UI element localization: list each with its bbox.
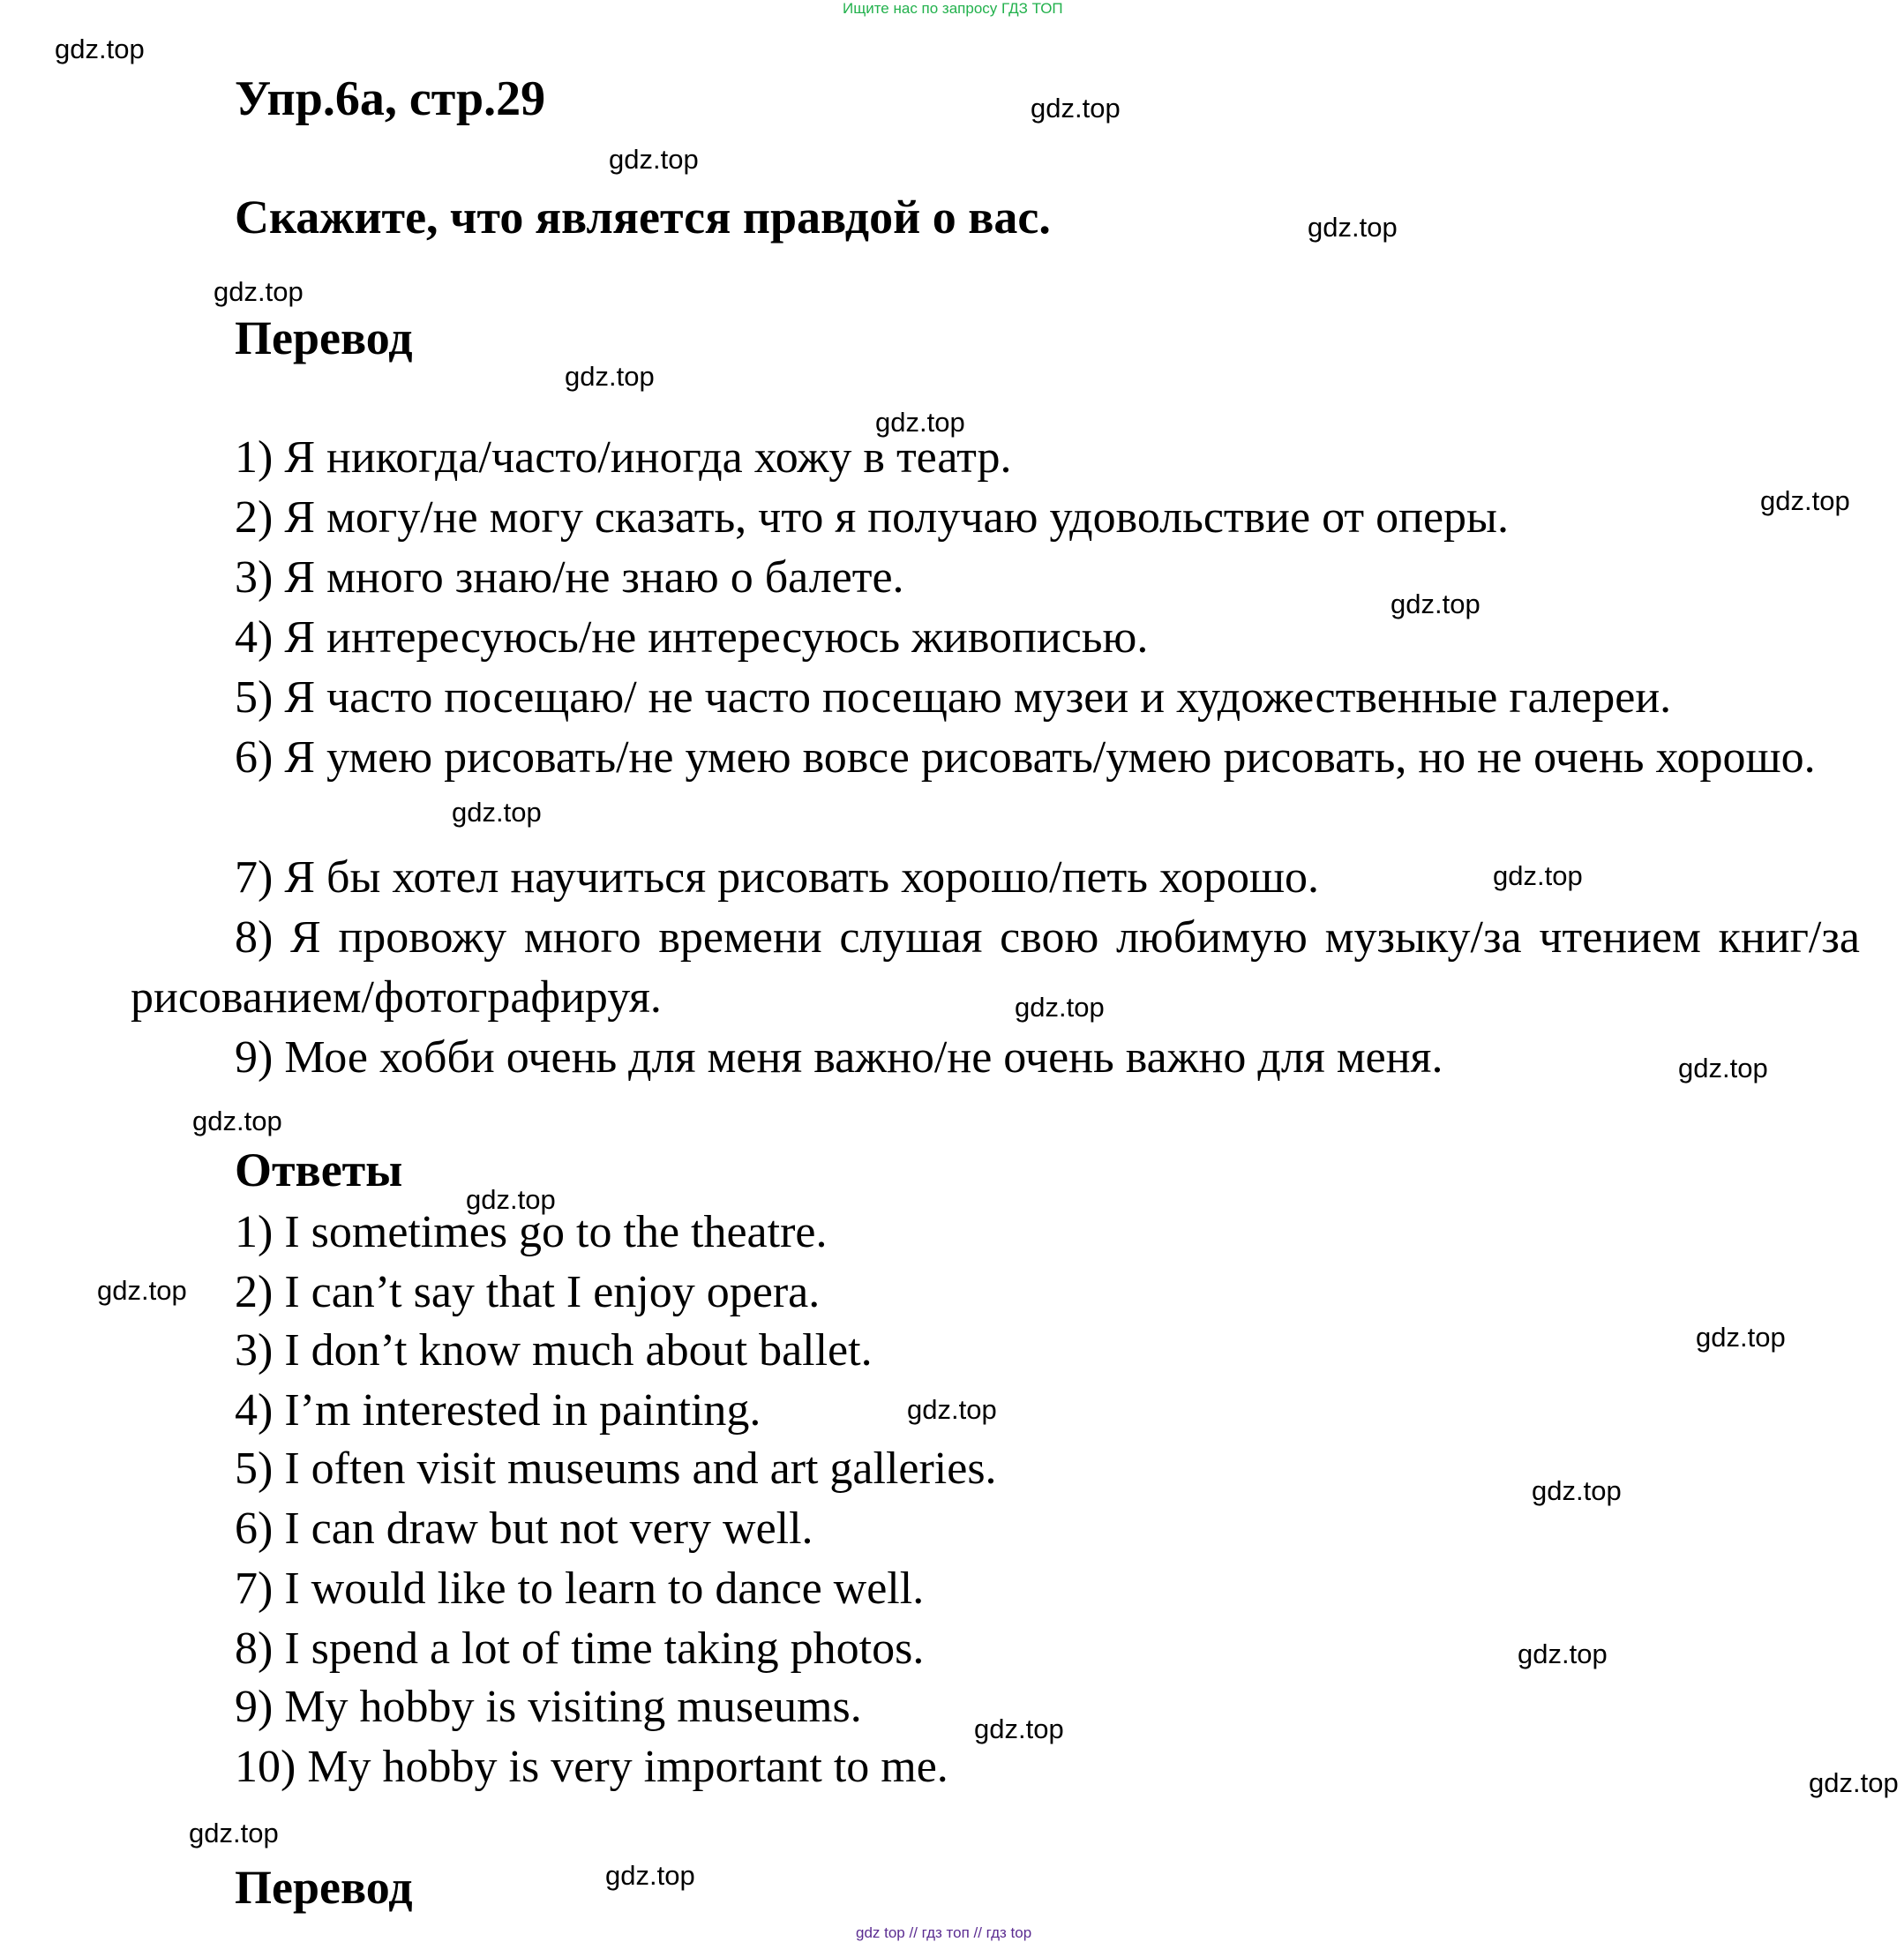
translation-item-8: 8) Я провожу много времени слушая свою любимую музыку/за чтением книг/за рисованием/фотографируя. <box>131 912 1860 1023</box>
watermark: gdz.top <box>565 361 655 392</box>
translation-item-7: 7) Я бы хотел научиться рисовать хорошо/петь хорошо. <box>235 852 1320 903</box>
top-banner: Ищите нас по запросу ГДЗ ТОП <box>843 0 1063 17</box>
watermark: gdz.top <box>192 1106 282 1136</box>
watermark: gdz.top <box>1308 212 1398 243</box>
watermark: gdz.top <box>1031 93 1121 124</box>
watermark: gdz.top <box>1518 1638 1608 1669</box>
answer-item-9: 9) My hobby is visiting museums. <box>235 1682 862 1732</box>
answer-item-4: 4) I’m interested in painting. <box>235 1385 761 1436</box>
answer-item-7: 7) I would like to learn to dance well. <box>235 1563 925 1614</box>
translation-item-2: 2) Я могу/не могу сказать, что я получаю удовольствие от оперы. <box>235 492 1509 543</box>
answer-item-5: 5) I often visit museums and art galleries. <box>235 1443 997 1494</box>
translation-item-6: 6) Я умею рисовать/не умею вовсе рисовать/умею рисовать, но не очень хорошо. <box>235 732 1816 783</box>
answer-item-10: 10) My hobby is very important to me. <box>235 1742 948 1792</box>
answer-item-3: 3) I don’t know much about ballet. <box>235 1325 873 1376</box>
watermark: gdz.top <box>875 407 965 438</box>
watermark: gdz.top <box>605 1860 695 1891</box>
answer-item-6: 6) I can draw but not very well. <box>235 1503 813 1554</box>
translation-item-5: 5) Я часто посещаю/ не часто посещаю музеи и художественные галереи. <box>235 672 1672 723</box>
watermark: gdz.top <box>55 34 145 64</box>
translation-item-4: 4) Я интересуюсь/не интересуюсь живописью. <box>235 612 1149 663</box>
watermark: gdz.top <box>1760 485 1850 516</box>
final-translation-heading: Перевод <box>235 1861 413 1914</box>
answer-item-1: 1) I sometimes go to the theatre. <box>235 1207 828 1257</box>
watermark: gdz.top <box>974 1713 1064 1744</box>
answer-item-8: 8) I spend a lot of time taking photos. <box>235 1623 925 1674</box>
answer-item-2: 2) I can’t say that I enjoy opera. <box>235 1267 821 1317</box>
watermark: gdz.top <box>1532 1475 1622 1506</box>
watermark: gdz.top <box>907 1394 997 1425</box>
translation-item-9: 9) Мое хобби очень для меня важно/не очень важно для меня. <box>235 1032 1443 1083</box>
translation-item-1: 1) Я никогда/часто/иногда хожу в театр. <box>235 432 1012 483</box>
watermark: gdz.top <box>189 1818 279 1848</box>
watermark: gdz.top <box>214 276 304 307</box>
watermark: gdz.top <box>97 1275 187 1306</box>
answers-heading: Ответы <box>235 1143 403 1196</box>
watermark: gdz.top <box>1809 1767 1899 1798</box>
watermark: gdz.top <box>1678 1053 1768 1083</box>
watermark: gdz.top <box>1391 589 1480 619</box>
watermark: gdz.top <box>1493 860 1583 891</box>
task-statement: Скажите, что является правдой о вас. <box>235 191 1051 244</box>
watermark: gdz.top <box>609 144 699 175</box>
translation-heading: Перевод <box>235 311 413 364</box>
watermark: gdz.top <box>452 797 542 828</box>
translation-item-3: 3) Я много знаю/не знаю о балете. <box>235 552 904 603</box>
watermark: gdz.top <box>1015 992 1105 1023</box>
watermark: gdz.top <box>466 1184 556 1215</box>
watermark: gdz.top <box>1696 1322 1786 1353</box>
footer-banner: gdz top // гдз топ // гдз top <box>856 1924 1032 1941</box>
exercise-title: Упр.6а, стр.29 <box>235 71 546 126</box>
